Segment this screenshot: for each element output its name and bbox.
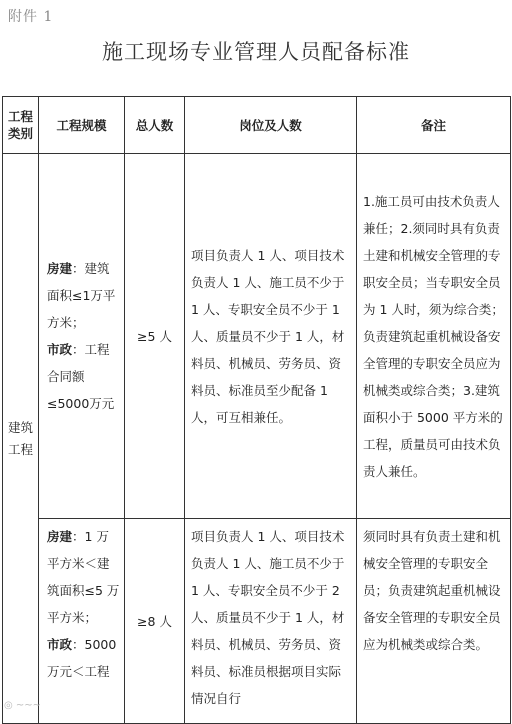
scale-fj-label: 房建 [47,261,73,276]
header-scale: 工程规模 [39,97,125,154]
staffing-standard-table [2,96,511,724]
scale-fj-text: ：1 万平方米＜建筑面积≤5 万平方米； [47,529,120,625]
page-title: 施工现场专业管理人员配备标准 [102,40,410,64]
scale-sz-text: ：5000 万元＜工程 [47,637,117,679]
scale-fj-text: ：建筑面积≤1万平方米； [47,261,116,330]
project-category-cell: 建筑工程 [3,154,39,724]
header-type: 工程类别 [3,97,39,154]
watermark-logo: ◎ ~~~ [4,700,42,711]
remarks-cell: 1.施工员可由技术负责人兼任；2.须同时具有负责土建和机械安全管理的专职安全员；当专职安全员为 1 人时，须为综合类；负责建筑起重机械设备安全管理的专职安全员应为机械类或综合类；3.建筑面积小于 5000 平方米的工程，质量员可由技术负责人兼任。 [357,154,511,519]
scale-sz-label: 市政 [47,637,73,652]
total-cell: ≥8 人 [125,519,185,724]
positions-text-a: 项目负责人 1 人、项目技术负责人 1 人、施工员不少于 1 人、专职安全员不少于 1 人、质量员不少于 1 人， [191,247,345,344]
table-header-row [3,97,511,154]
scale-cell [39,519,125,724]
positions-cell [185,154,357,519]
positions-text-a: 项目负责人 1 人、项目技术负责人 1 人、施工员不少于 1 人、专职安全员不少于 2 人、质量员不少于 1 人， [191,529,345,625]
header-positions: 岗位及人数 [185,97,357,154]
total-cell: ≥5 人 [125,154,185,519]
table-row [3,154,511,519]
header-total: 总人数 [125,97,185,154]
positions-text-b: 材料员、机械员、劳务员、资料员、标准员至少配备 1 人，可互相兼任。 [191,328,345,425]
scale-sz-text: ：工程合同额≤5000万元 [47,342,115,411]
scale-fj-label: 房建 [47,529,73,544]
attachment-label: 附件 1 [8,9,54,25]
table-row [3,519,511,724]
positions-text-b: 材料员、机械员、劳务员、资料员、标准员根据项目实际情况自行 [191,610,345,706]
scale-sz-label: 市政 [47,342,73,357]
scale-cell [39,154,125,519]
remarks-cell: 须同时具有负责土建和机械安全管理的专职安全员；负责建筑起重机械设备安全管理的专职安全员应为机械类或综合类。 [357,519,511,724]
header-remarks: 备注 [357,97,511,154]
positions-cell [185,519,357,724]
